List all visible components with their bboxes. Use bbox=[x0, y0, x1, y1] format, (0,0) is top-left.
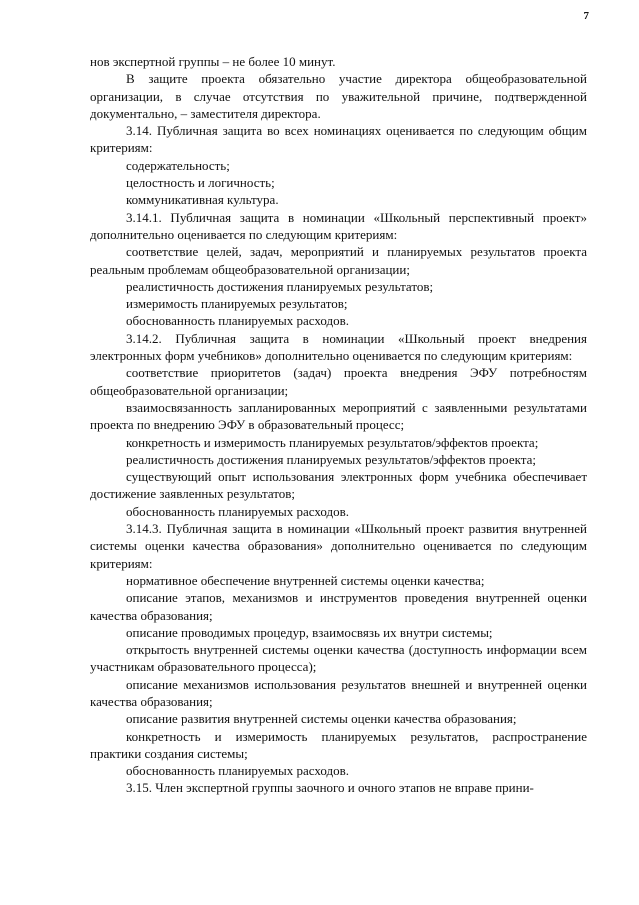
list-item: существующий опыт использования электронных форм учебника обеспечивает достижение заявленных результатов; bbox=[90, 469, 587, 502]
list-item: измеримость планируемых результатов; bbox=[126, 296, 348, 312]
list-item: нормативное обеспечение внутренней системы оценки качества; bbox=[126, 572, 485, 588]
paragraph: В защите проекта обязательно участие директора общеобразовательной организации, в случае отсутствия по уважительной причине, подтвержденной документально, – заместителя директора. bbox=[90, 71, 587, 121]
paragraph: 3.15. Член экспертной группы заочного и очного этапов не вправе прини- bbox=[126, 780, 534, 796]
page-number: 7 bbox=[583, 10, 589, 22]
list-item: реалистичность достижения планируемых результатов; bbox=[126, 278, 434, 294]
list-item: коммуникативная культура. bbox=[126, 192, 279, 208]
list-item: содержательность; bbox=[126, 157, 230, 173]
list-item: соответствие целей, задач, мероприятий и планируемых результатов проекта реальным проблемам общеобразовательной организации; bbox=[90, 244, 587, 277]
list-item: конкретность и измеримость планируемых результатов/эффектов проекта; bbox=[126, 434, 539, 450]
list-item: обоснованность планируемых расходов. bbox=[126, 763, 350, 779]
list-item: описание механизмов использования результатов внешней и внутренней оценки качества образования; bbox=[90, 676, 587, 709]
list-item: описание проводимых процедур, взаимосвязь их внутри системы; bbox=[126, 624, 493, 640]
list-item: целостность и логичность; bbox=[126, 175, 275, 191]
paragraph: 3.14.3. Публичная защита в номинации «Школьный проект развития внутренней системы оценки качества образования» дополнительно оценивается по следующим критериям: bbox=[90, 521, 587, 571]
list-item: реалистичность достижения планируемых результатов/эффектов проекта; bbox=[126, 451, 536, 467]
list-item: обоснованность планируемых расходов. bbox=[126, 503, 350, 519]
list-item: взаимосвязанность запланированных мероприятий с заявленными результатами проекта по внедрению ЭФУ в образовательный процесс; bbox=[90, 399, 587, 433]
list-item: открытость внутренней системы оценки качества (доступность информации всем участникам образовательного процесса); bbox=[90, 642, 587, 675]
document-body bbox=[90, 53, 587, 797]
list-item: соответствие приоритетов (задач) проекта внедрения ЭФУ потребностям общеобразовательной организации; bbox=[90, 365, 587, 398]
paragraph: нов экспертной группы – не более 10 минут. bbox=[90, 54, 336, 69]
list-item: обоснованность планируемых расходов. bbox=[126, 313, 350, 329]
list-item: конкретность и измеримость планируемых результатов, распространение практики создания системы; bbox=[90, 728, 587, 761]
list-item: описание этапов, механизмов и инструментов проведения внутренней оценки качества образования; bbox=[90, 590, 587, 623]
paragraph: 3.14. Публичная защита во всех номинациях оценивается по следующим общим критериям: bbox=[90, 123, 587, 156]
list-item: описание развития внутренней системы оценки качества образования; bbox=[126, 711, 517, 727]
paragraph: 3.14.1. Публичная защита в номинации «Школьный перспективный проект» дополнительно оценивается по следующим критериям: bbox=[90, 209, 587, 242]
paragraph: 3.14.2. Публичная защита в номинации «Школьный проект внедрения электронных форм учебников» дополнительно оценивается по следующим критериям: bbox=[90, 330, 587, 364]
